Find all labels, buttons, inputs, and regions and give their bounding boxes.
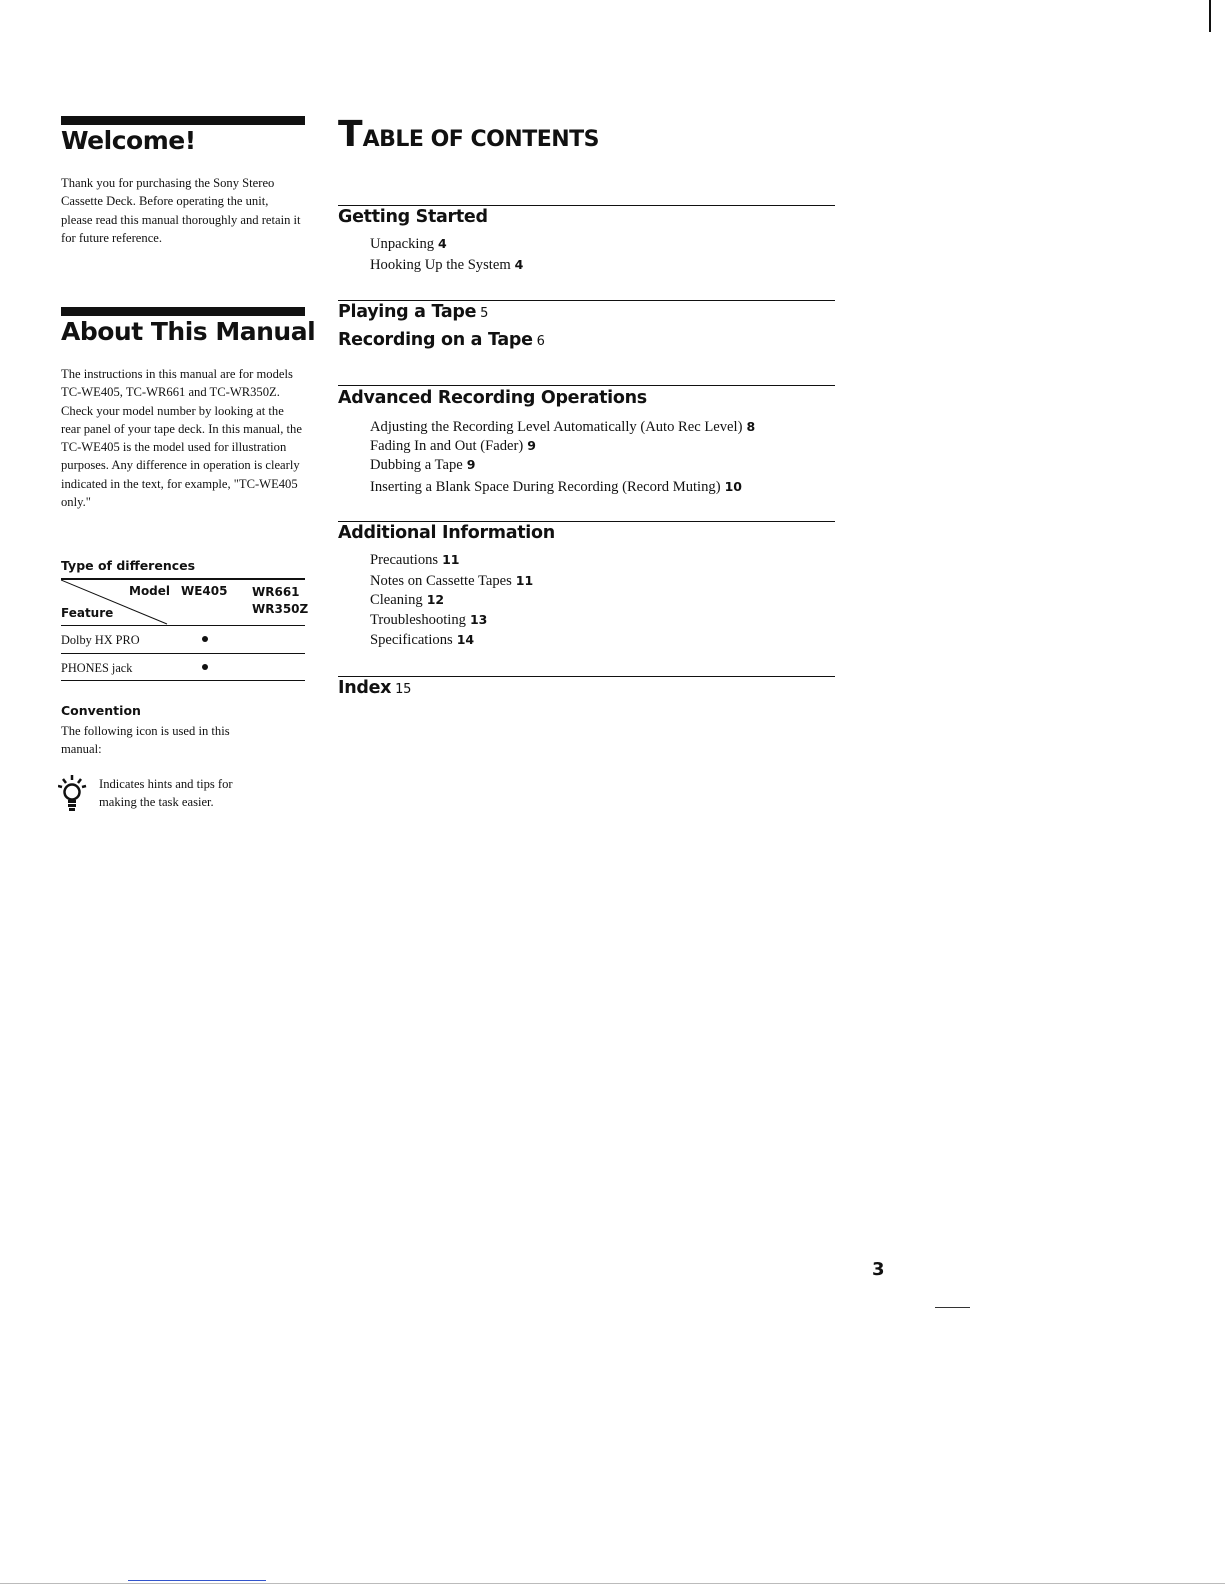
col-we405: WE405 [181,584,228,598]
toc-item-label: Dubbing a Tape [370,457,463,473]
toc-item [370,592,444,609]
toc-rule [338,205,835,206]
toc-section-getting-started [338,207,488,227]
welcome-heading: Welcome! [61,126,196,155]
toc-item-page: 9 [466,457,476,472]
convention-title: Convention [61,703,141,718]
about-text: The instructions in this manual are for models TC-WE405, TC-WR661 and TC-WR350Z. Check your model number by looking at the rear panel of your tape deck. In this manual, the TC-WE405 is the model used for illustration purposes. Any difference in operation is clearly indicated in the text, for example, "TC-WE405 only." [61,367,302,510]
toc-item-label: Hooking Up the System [370,257,511,273]
toc-item-page: 8 [746,419,756,434]
toc-item-label: Fading In and Out (Fader) [370,438,524,454]
toc-item-label: Notes on Cassette Tapes [370,573,512,589]
toc-item-label: Specifications [370,632,453,648]
toc-item-label: Unpacking [370,236,435,252]
toc-item-label: Troubleshooting [370,612,466,628]
row-feature-label: Dolby HX PRO [61,633,140,647]
toc-rule [338,300,835,301]
toc-heading-page: 15 [395,682,412,697]
about-heading: About This Manual [61,317,316,346]
tip-text-line-1: Indicates hints and tips for [99,777,233,791]
toc-title-initial: T [338,114,363,155]
toc-item-page: 4 [438,236,447,251]
toc-section-recording [338,330,545,350]
toc-item-page: 11 [442,552,460,567]
toc-item-page: 13 [469,612,488,627]
toc-item [370,438,536,455]
toc-section-playing [338,302,488,322]
header-model: Model [129,584,171,598]
toc-heading: Playing a Tape [338,302,477,322]
toc-item-label: Cleaning [370,592,423,608]
footer-rule [935,1307,970,1308]
toc-item-label: Inserting a Blank Space During Recording (Record Muting) [370,479,721,495]
toc-item-page: 10 [724,479,742,494]
toc-title [338,114,599,155]
toc-heading: Additional Information [338,523,555,543]
row-feature-label: PHONES jack [61,661,133,675]
toc-item [370,419,755,436]
toc-item [370,457,475,474]
toc-item-page: 9 [527,438,536,453]
edge-mark [1209,0,1211,32]
toc-item-label: Adjusting the Recording Level Automatically (Auto Rec Level) [370,419,743,435]
toc-heading-page: 6 [536,334,545,349]
col-wr350z: WR350Z [252,602,309,616]
check-dot-icon [202,636,208,642]
page-number: 3 [872,1259,885,1280]
toc-heading: Advanced Recording Operations [338,388,647,408]
toc-heading: Recording on a Tape [338,330,533,350]
table-row [61,654,305,682]
differences-title: Type of differences [61,558,196,573]
col-wr661: WR661 [252,585,300,599]
toc-rule [338,521,835,522]
welcome-bar [61,116,305,125]
toc-rule [338,385,835,386]
convention-text: The following icon is used in this manual: [61,724,230,757]
toc-item [370,479,742,496]
toc-section-additional [338,523,555,543]
header-feature: Feature [61,606,114,620]
check-dot-icon [202,664,208,670]
tip-text-line-2: making the task easier. [99,795,214,809]
lightbulb-icon [58,773,94,813]
table-row [61,626,305,654]
bottom-edge-rule [0,1583,1225,1584]
bottom-edge-link-rule [128,1580,266,1581]
toc-item-page: 14 [456,632,475,647]
welcome-text: Thank you for purchasing the Sony Stereo Cassette Deck. Before operating the unit, please read this manual thoroughly and retain it for future reference. [61,176,301,245]
toc-item [370,257,523,274]
toc-item [370,632,474,649]
toc-heading-page: 5 [480,306,489,321]
toc-item-page: 4 [514,257,524,272]
toc-heading: Index [338,678,392,698]
about-bar [61,307,305,316]
toc-rule [338,676,835,677]
toc-section-index [338,678,411,698]
toc-item-label: Precautions [370,552,439,568]
toc-section-advanced [338,388,647,408]
toc-item [370,236,447,253]
toc-item [370,552,460,569]
toc-item [370,573,533,590]
toc-title-rest: ABLE OF CONTENTS [362,127,600,152]
toc-item [370,612,487,629]
toc-heading: Getting Started [338,207,488,227]
table-bottom-rule [61,680,305,681]
toc-item-page: 12 [426,592,445,607]
toc-item-page: 11 [515,573,534,588]
